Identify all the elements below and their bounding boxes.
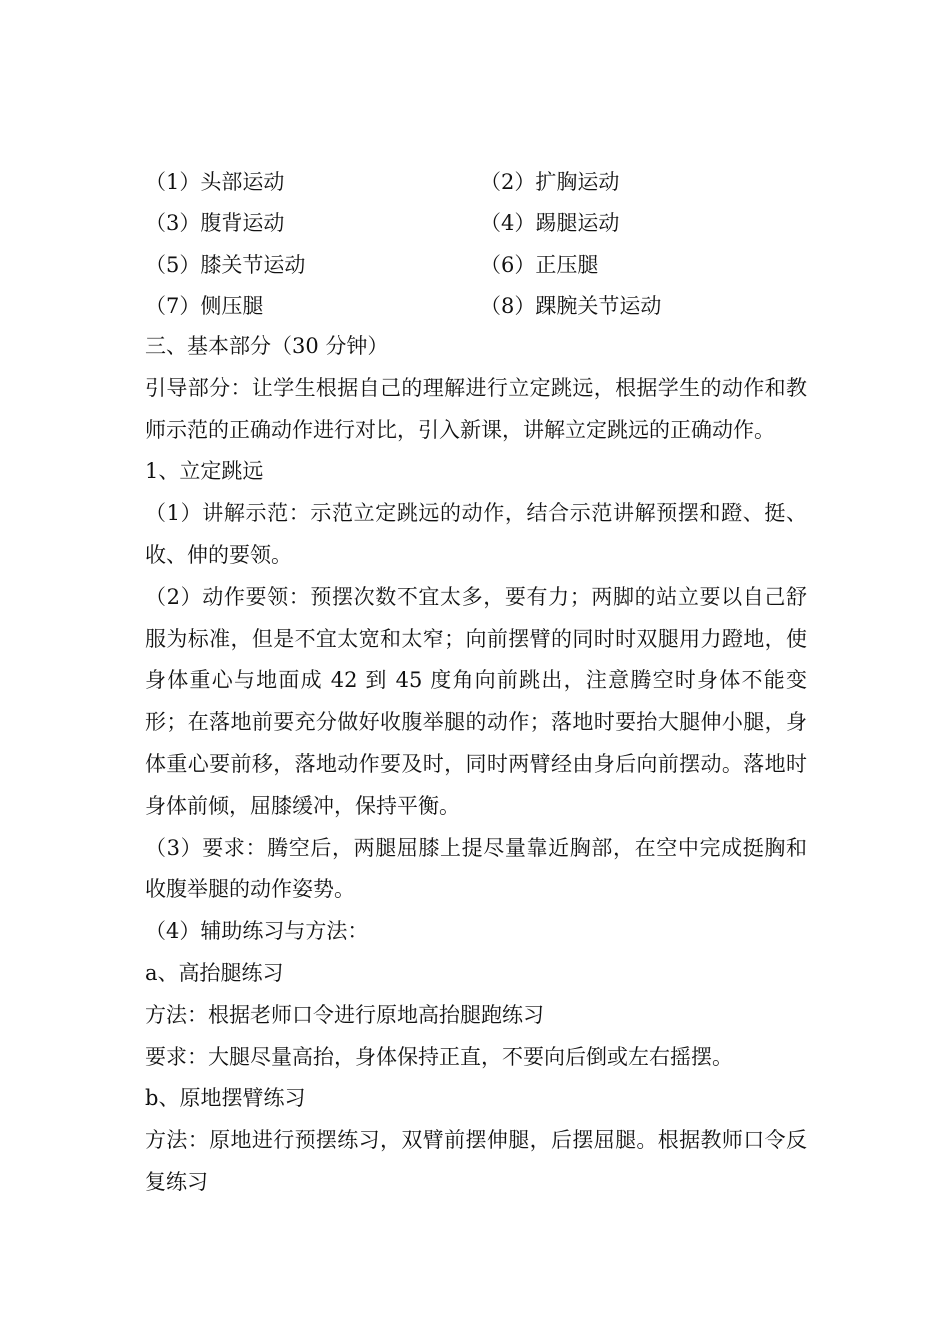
list-item: （5）膝关节运动: [145, 252, 306, 277]
list-item: （6）正压腿: [480, 252, 599, 277]
list-item: （4）踢腿运动: [480, 211, 620, 236]
list-item: （8）踝腕关节运动: [480, 294, 662, 319]
list-row: [145, 160, 815, 202]
section-heading: 三、基本部分（30 分钟）: [145, 334, 389, 358]
paragraph: 方法：原地进行预摆练习，双臂前摆伸腿，后摆屈腿。根据教师口令反复练习: [145, 1128, 807, 1194]
subsection-heading: 1、立定跳远: [145, 459, 264, 484]
paragraph: b、原地摆臂练习: [145, 1086, 306, 1111]
list-row: [145, 285, 815, 327]
list-row: [145, 202, 815, 244]
paragraph: （1）讲解示范：示范立定跳远的动作，结合示范讲解预摆和蹬、挺、收、伸的要领。: [145, 501, 807, 567]
paragraph: （3）要求：腾空后，两腿屈膝上提尽量靠近胸部，在空中完成挺胸和收腹举腿的动作姿势。: [145, 835, 807, 902]
list-row: [145, 243, 815, 285]
paragraph: a、高抬腿练习: [145, 960, 284, 985]
paragraph: 方法：根据老师口令进行原地高抬腿跑练习: [145, 1002, 544, 1027]
paragraph: 要求：大腿尽量高抬，身体保持正直，不要向后倒或左右摇摆。: [145, 1044, 733, 1069]
document-body: [145, 326, 807, 1204]
list-item: （7）侧压腿: [145, 294, 264, 319]
list-item: （3）腹背运动: [145, 211, 285, 236]
list-item: （1）头部运动: [145, 169, 285, 194]
paragraph: （4）辅助练习与方法：: [145, 919, 369, 944]
list-item: （2）扩胸运动: [480, 169, 620, 194]
paragraph: （2）动作要领：预摆次数不宜太多，要有力；两脚的站立要以自己舒服为标准，但是不宜太宽和太窄；向前摆臂的同时时双腿用力蹬地，使身体重心与地面成 42 到 45 度角向前跳出，注意腾空时身体不能变形；在落地前要充分做好收腹举腿的动作；落地时要抬大腿伸小腿，身体重心要前移，落地动作要及时，同时两臂经由身后向前摆动。落地时身体前倾，屈膝缓冲，保持平衡。: [145, 584, 807, 818]
paragraph: 引导部分：让学生根据自己的理解进行立定跳远，根据学生的动作和教师示范的正确动作进行对比，引入新课，讲解立定跳远的正确动作。: [145, 375, 807, 442]
warmup-exercise-list: [145, 160, 815, 326]
